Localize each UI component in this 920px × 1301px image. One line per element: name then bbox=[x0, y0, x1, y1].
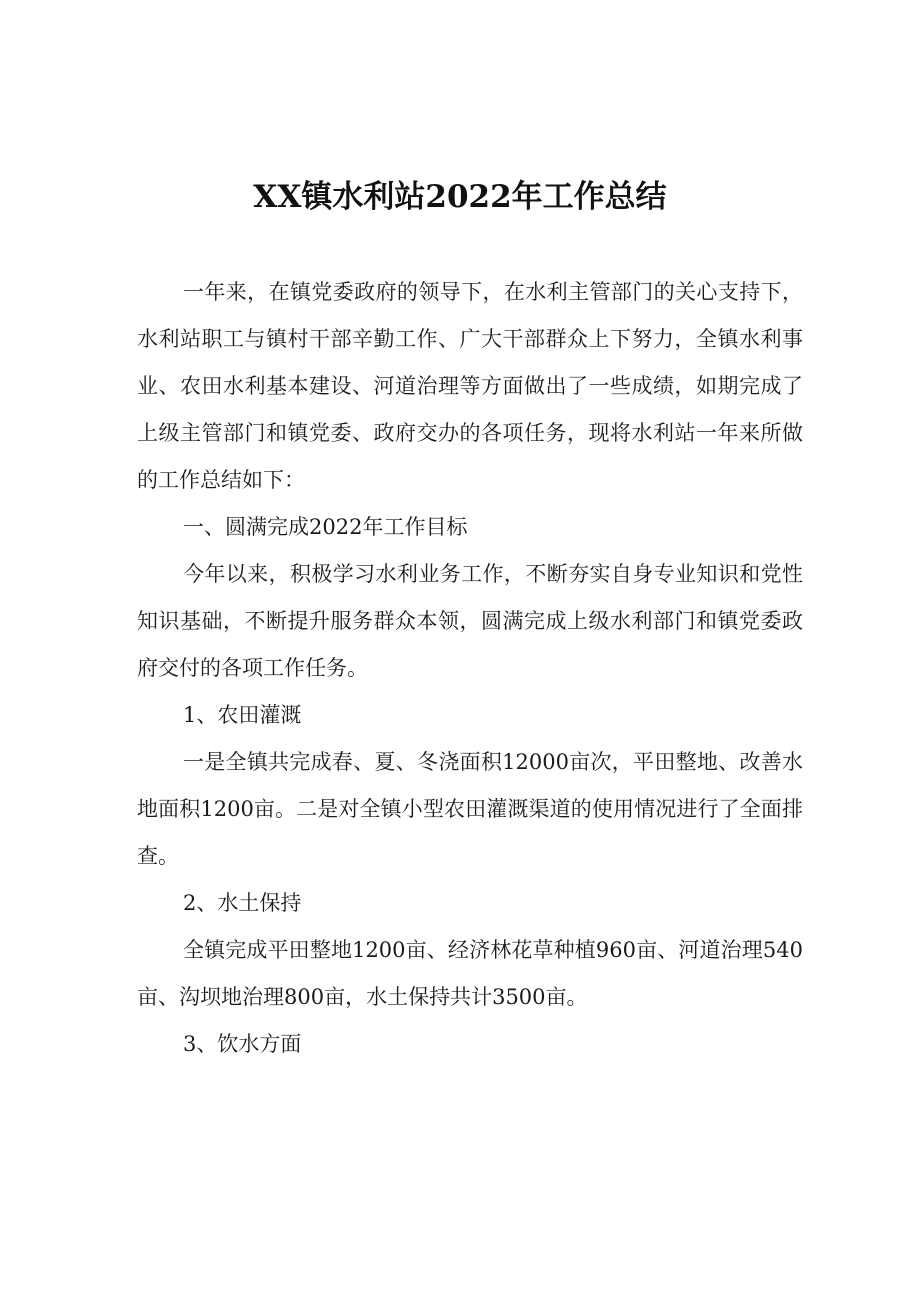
soil-conservation-paragraph: 全镇完成平田整地1200亩、经济林花草种植960亩、河道治理540亩、沟坝地治理800亩，水土保持共计3500亩。 bbox=[137, 938, 803, 1009]
intro-paragraph: 一年来，在镇党委政府的领导下，在水利主管部门的关心支持下，水利站职工与镇村干部辛勤工作、广大干部群众上下努力，全镇水利事业、农田水利基本建设、河道治理等方面做出了一些成绩，如期完成了上级主管部门和镇党委、政府交办的各项任务，现将水利站一年来所做的工作总结如下： bbox=[137, 280, 803, 492]
irrigation-paragraph: 一是全镇共完成春、夏、冬浇面积12000亩次，平田整地、改善水地面积1200亩。二是对全镇小型农田灌溉渠道的使用情况进行了全面排查。 bbox=[137, 750, 803, 868]
document-body bbox=[137, 269, 803, 1068]
goals-paragraph: 今年以来，积极学习水利业务工作，不断夯实自身专业知识和党性知识基础，不断提升服务群众本领，圆满完成上级水利部门和镇党委政府交付的各项工作任务。 bbox=[137, 562, 803, 680]
subheading-irrigation: 1、农田灌溉 bbox=[183, 703, 302, 727]
subheading-soil-conservation: 2、水土保持 bbox=[183, 891, 302, 915]
document-title: XX镇水利站2022年工作总结 bbox=[253, 179, 667, 215]
section-heading-goals: 一、圆满完成2022年工作目标 bbox=[183, 515, 468, 539]
subheading-drinking-water: 3、饮水方面 bbox=[183, 1032, 302, 1056]
